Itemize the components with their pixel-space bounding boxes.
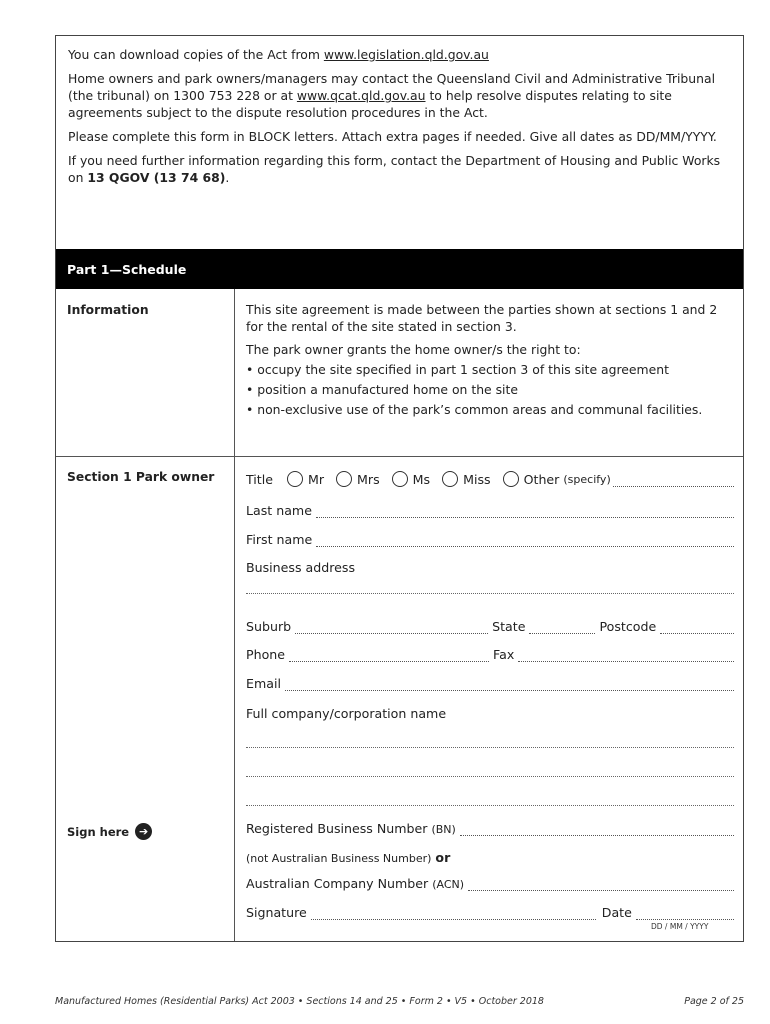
rbn-row: Registered Business Number (BN) — [246, 816, 734, 836]
state-field[interactable] — [529, 621, 595, 634]
signature-field[interactable] — [311, 907, 596, 920]
suburb-field[interactable] — [295, 621, 488, 634]
title-option-mr[interactable]: Mr — [287, 471, 324, 487]
not-abn-row — [246, 845, 734, 865]
legislation-link[interactable]: www.legislation.qld.gov.au — [323, 47, 489, 62]
postcode-label: Postcode — [599, 619, 657, 634]
signature-label: Signature — [246, 905, 307, 920]
company-name-field-1[interactable] — [246, 747, 734, 748]
business-address-row — [246, 555, 734, 575]
date-label: Date — [601, 905, 632, 920]
title-row — [246, 467, 734, 487]
arrow-right-icon: ➔ — [135, 823, 152, 840]
email-row — [246, 671, 734, 691]
column-divider — [234, 289, 235, 941]
email-label: Email — [246, 676, 281, 691]
title-option-ms[interactable]: Ms — [392, 471, 430, 487]
bullet-item: • non-exclusive use of the park’s common areas and communal facilities. — [246, 402, 703, 417]
radio-mr[interactable] — [287, 471, 303, 487]
acn-field[interactable] — [468, 878, 734, 891]
form-frame — [55, 35, 744, 942]
business-address-field[interactable] — [246, 593, 734, 594]
intro-contact: If you need further information regarding this form, contact the Department of Housing and Public Works on 13 QGOV (13 74 68). — [68, 153, 721, 185]
rbn-field[interactable] — [460, 823, 734, 836]
first-name-field[interactable] — [316, 534, 734, 547]
information-para2: The park owner grants the home owner/s the right to: — [246, 342, 581, 357]
information-content — [246, 301, 736, 421]
radio-ms[interactable] — [392, 471, 408, 487]
email-field[interactable] — [285, 678, 734, 691]
rbn-label: Registered Business Number — [246, 821, 428, 836]
section-divider — [56, 456, 743, 457]
company-name-field-3[interactable] — [246, 805, 734, 806]
intro-download: You can download copies of the Act from www.legislation.qld.gov.au — [68, 47, 489, 62]
title-option-other[interactable]: Other (specify) — [503, 471, 611, 487]
radio-miss[interactable] — [442, 471, 458, 487]
fax-field[interactable] — [518, 649, 734, 662]
bullet-item: • occupy the site specified in part 1 section 3 of this site agreement — [246, 362, 669, 377]
suburb-row — [246, 614, 734, 634]
or-label: or — [435, 850, 451, 865]
other-title-field[interactable] — [613, 474, 734, 487]
footer-form-info: Manufactured Homes (Residential Parks) Act 2003 • Sections 14 and 25 • Form 2 • V5 • October 2018 — [55, 996, 544, 1007]
company-name-row — [246, 701, 734, 721]
company-name-label: Full company/corporation name — [246, 706, 447, 721]
title-option-mrs[interactable]: Mrs — [336, 471, 380, 487]
last-name-field[interactable] — [316, 505, 734, 518]
date-field[interactable] — [636, 907, 734, 920]
phone-label: Phone — [246, 647, 286, 662]
business-address-label: Business address — [246, 560, 356, 575]
title-label: Title — [246, 472, 273, 487]
signature-row — [246, 900, 734, 920]
part-header — [56, 249, 743, 289]
intro-block-letters: Please complete this form in BLOCK letters. Attach extra pages if needed. Give all dates as DD/MM/YYYY. — [68, 129, 717, 144]
title-option-miss[interactable]: Miss — [442, 471, 491, 487]
intro-text — [68, 46, 733, 193]
last-name-label: Last name — [246, 503, 312, 518]
information-para1: This site agreement is made between the parties shown at sections 1 and 2 for the rental of the site stated in section 3. — [246, 302, 718, 334]
phone-field[interactable] — [289, 649, 489, 662]
first-name-row — [246, 527, 734, 547]
date-format-hint: DD / MM / YYYY — [651, 922, 709, 931]
radio-mrs[interactable] — [336, 471, 352, 487]
fax-label: Fax — [493, 647, 515, 662]
first-name-label: First name — [246, 532, 313, 547]
part-title: Part 1—Schedule — [67, 262, 187, 277]
acn-label: Australian Company Number — [246, 876, 429, 891]
radio-other[interactable] — [503, 471, 519, 487]
postcode-field[interactable] — [660, 621, 734, 634]
last-name-row — [246, 498, 734, 518]
company-name-field-2[interactable] — [246, 776, 734, 777]
sign-here-label: Sign here ➔ — [67, 823, 152, 840]
qcat-link[interactable]: www.qcat.qld.gov.au — [296, 88, 426, 103]
not-abn-note: (not Australian Business Number) — [246, 852, 432, 865]
state-label: State — [492, 619, 526, 634]
phone-row — [246, 642, 734, 662]
information-label: Information — [67, 303, 149, 317]
intro-tribunal: Home owners and park owners/managers may contact the Queensland Civil and Administrative Tribunal (the tribunal) on 1300 753 228 or at www.qcat.qld.gov.au to help resolve disputes relating to site agreements subject to the dispute resolution procedures in the Act. — [68, 71, 716, 120]
suburb-label: Suburb — [246, 619, 292, 634]
footer-page-number: Page 2 of 25 — [684, 996, 744, 1007]
section1-label: Section 1 Park owner — [67, 470, 215, 484]
acn-row: Australian Company Number (ACN) — [246, 871, 734, 891]
bullet-item: • position a manufactured home on the site — [246, 382, 518, 397]
qgov-number: 13 QGOV (13 74 68) — [87, 170, 226, 185]
